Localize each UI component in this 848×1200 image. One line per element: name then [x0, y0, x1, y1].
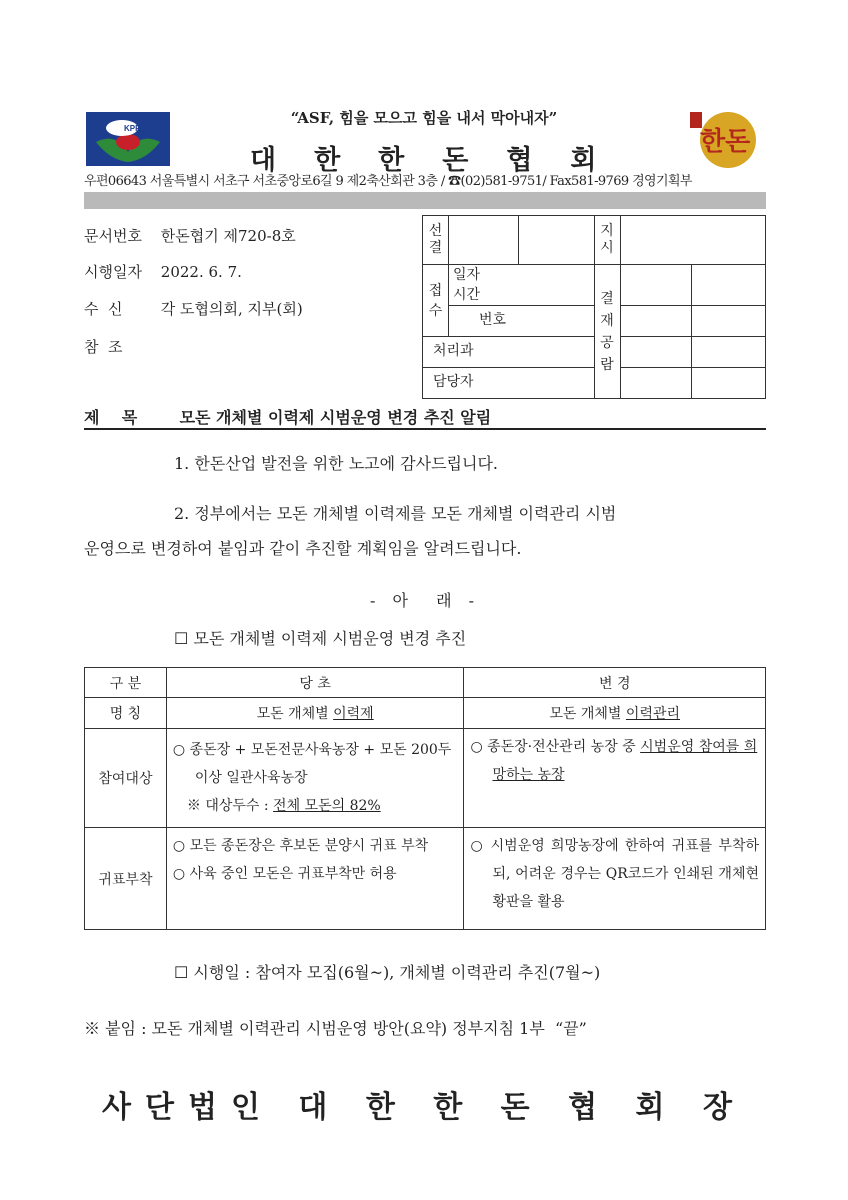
closing-signature: 사단법인 대 한 한 돈 협 회 장 — [102, 1090, 746, 1125]
approval-cell-3a — [620, 337, 692, 368]
approval-cell-3b — [692, 337, 766, 368]
org-name: 대한한돈협회 — [250, 145, 635, 176]
receipt-datetime: 일자 시간 — [448, 265, 594, 306]
row-name-label: 명 칭 — [85, 698, 167, 729]
approval-cell-1b — [692, 265, 766, 306]
kppa-logo-text: KPPA — [124, 124, 146, 133]
issue-date-label: 시행일자 — [84, 263, 142, 281]
approval-cell-4a — [620, 368, 692, 399]
below-heading: - 아 래 - — [369, 591, 481, 610]
approval-cell-4b — [692, 368, 766, 399]
receipt-label: 접수 — [423, 265, 449, 337]
section-title: ☐ 모돈 개체별 이력제 시범운영 변경 추진 — [174, 629, 467, 648]
subject-label: 제 목 — [84, 408, 138, 427]
handon-seal-text: 한돈 — [700, 127, 751, 157]
header-category: 구 분 — [85, 668, 167, 698]
approval-review-label: 결재공람 — [594, 265, 620, 399]
reference-row — [84, 336, 156, 357]
row-tag-label: 귀표부착 — [85, 828, 167, 930]
row-target-label: 참여대상 — [85, 729, 167, 828]
target-original-item: ○ 종돈장 + 모돈전문사육농장 + 모돈 200두 이상 일관사육농장 — [172, 742, 452, 786]
row-name-changed: 모돈 개체별 이력관리 — [464, 698, 766, 729]
schedule-line: ☐ 시행일 : 참여자 모집(6월~), 개체별 이력관리 추진(7월~) — [174, 963, 601, 982]
issue-date-row — [84, 261, 242, 282]
approval-table — [422, 215, 766, 399]
doc-number: 한돈협기 제720-8호 — [160, 227, 296, 245]
recipient-label: 수 신 — [84, 300, 123, 318]
tag-original-item-1: ○ 모든 종돈장은 후보돈 분양시 귀표 부착 — [172, 838, 429, 854]
approval-cell-1a — [620, 265, 692, 306]
reference-label: 참 조 — [84, 338, 123, 356]
doc-number-label: 문서번호 — [84, 227, 142, 245]
letterhead-address: 우편06643 서울특별시 서초구 서초중앙로6길 9 제2축산회관 3층 / ☎(02)581-9751/ Fax581-9769 경영기획부 — [84, 174, 692, 189]
paragraph-2-line-2: 운영으로 변경하여 붙임과 같이 추진할 계획임을 알려드립니다. — [84, 539, 522, 558]
row-name-original: 모돈 개체별 이력제 — [166, 698, 464, 729]
instruction-label: 지시 — [594, 216, 620, 265]
prior-approval-label: 선결 — [423, 216, 449, 265]
target-original-note: ※ 대상두수 : 전체 모돈의 82% — [186, 798, 381, 814]
paragraph-1: 1. 한돈산업 발전을 위한 노고에 감사드립니다. — [174, 454, 498, 473]
processing-dept-label: 처리과 — [423, 337, 595, 368]
doc-number-row — [84, 225, 296, 246]
row-target-changed — [464, 729, 766, 828]
header-changed: 변 경 — [464, 668, 766, 698]
approval-cell-2b — [692, 306, 766, 337]
prior-approval-cell — [448, 216, 518, 265]
row-tag-original — [166, 828, 464, 930]
subject-row — [84, 405, 766, 428]
target-changed-item: ○ 종돈장·전산관리 농장 중 시범운영 참여를 희망하는 농장 — [470, 739, 758, 783]
issue-date: 2022. 6. 7. — [160, 263, 242, 281]
slogan: “ASF, 힘을 모으고 힘을 내서 막아내자” — [290, 109, 558, 127]
header-original: 당 초 — [166, 668, 464, 698]
instruction-cell — [620, 216, 765, 265]
paragraph-2-line-1: 2. 정부에서는 모돈 개체별 이력제를 모돈 개체별 이력관리 시범 — [174, 504, 617, 523]
recipient: 각 도협의회, 지부(회) — [160, 300, 303, 318]
kppa-logo — [86, 112, 170, 166]
person-in-charge-label: 담당자 — [423, 368, 595, 399]
subject-text: 모돈 개체별 이력제 시범운영 변경 추진 알림 — [179, 408, 492, 427]
handon-seal-logo — [688, 108, 764, 170]
comparison-table — [84, 667, 766, 930]
approval-cell-2a — [620, 306, 692, 337]
tag-original-item-2: ○ 사육 중인 모돈은 귀표부착만 허용 — [172, 866, 397, 882]
subject-underline — [84, 428, 766, 430]
row-tag-changed — [464, 828, 766, 930]
row-target-original — [166, 729, 464, 828]
receipt-number-label: 번호 — [448, 306, 594, 337]
tag-changed-item: ○ 시범운영 희망농장에 한하여 귀표를 부착하되, 어려운 경우는 QR코드가 인쇄된 개체현황판을 활용 — [470, 838, 759, 910]
prior-approval-cell-2 — [518, 216, 594, 265]
recipient-row — [84, 298, 303, 319]
header-divider-bar — [84, 192, 766, 209]
attachment-line: ※ 붙임 : 모돈 개체별 이력관리 시범운영 방안(요약) 정부지침 1부 “끝” — [84, 1019, 587, 1038]
